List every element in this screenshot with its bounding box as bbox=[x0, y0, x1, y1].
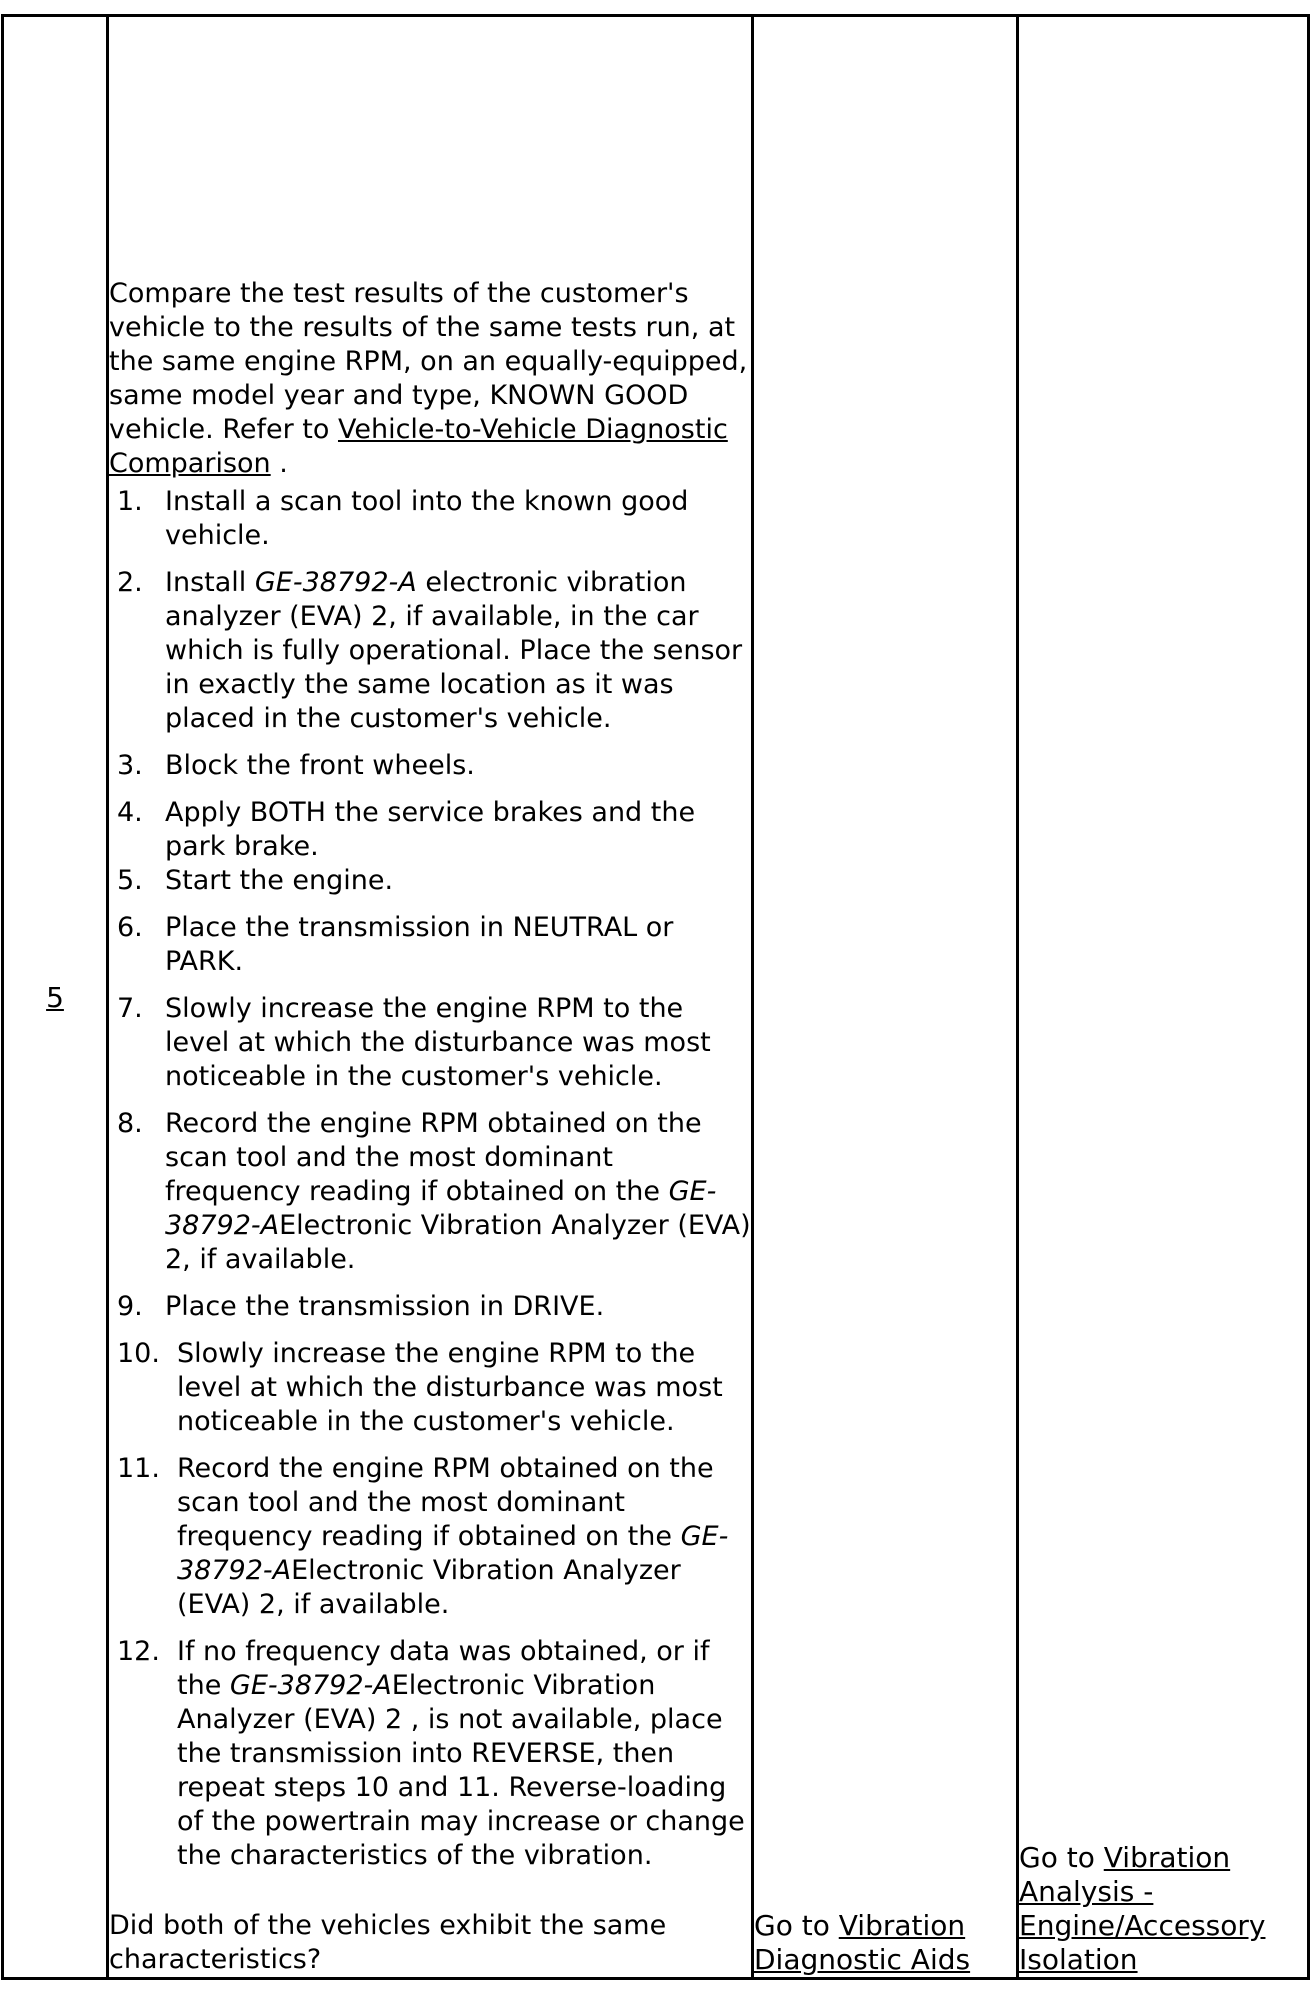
item-text: Block the front wheels. bbox=[165, 750, 475, 781]
tool-name: GE-38792-A bbox=[177, 1521, 729, 1586]
vehicle-comparison-link[interactable]: Vehicle-to-Vehicle Diagnostic Comparison bbox=[109, 414, 728, 479]
item-number: 4. bbox=[117, 797, 143, 828]
yes-cell bbox=[753, 16, 1018, 1979]
no-cell bbox=[1018, 16, 1309, 1979]
list-item bbox=[109, 911, 751, 979]
list-item bbox=[109, 566, 751, 736]
item-text: Apply BOTH the service brakes and the park brake. bbox=[165, 797, 696, 862]
item-number: 2. bbox=[117, 567, 143, 598]
item-text: Slowly increase the engine RPM to the level at which the disturbance was most noticeable in the customer's vehicle. bbox=[165, 993, 711, 1092]
item-text: Electronic Vibration Analyzer (EVA) 2, if available. bbox=[165, 1210, 751, 1275]
item-text: Electronic Vibration Analyzer (EVA) 2 , is not available, place the transmission into REVERSE, then repeat steps 10 and 11. Reverse-loading of the powertrain may increase or change the characteristics of the vibration. bbox=[177, 1670, 745, 1871]
item-number: 5. bbox=[117, 865, 143, 896]
list-item bbox=[109, 796, 751, 864]
vibration-diagnostic-aids-link[interactable]: Vibration Diagnostic Aids bbox=[754, 1909, 971, 1976]
tool-name: GE-38792-A bbox=[165, 1176, 717, 1241]
step-number-link[interactable]: 5 bbox=[46, 980, 64, 1014]
item-number: 12. bbox=[117, 1636, 160, 1667]
list-item bbox=[109, 992, 751, 1094]
item-text: Install a scan tool into the known good vehicle. bbox=[165, 486, 689, 551]
list-item bbox=[109, 1290, 751, 1324]
item-text: electronic vibration analyzer (EVA) 2, if available, in the car which is fully operational. Place the sensor in exactly the same location as it was placed in the customer's vehicle. bbox=[165, 567, 743, 734]
item-text: Place the transmission in NEUTRAL or PARK. bbox=[165, 912, 674, 977]
item-text: Install bbox=[165, 567, 247, 598]
engine-accessory-isolation-link[interactable]: Vibration Analysis - Engine/Accessory Isolation bbox=[1019, 1841, 1266, 1976]
item-text: If no frequency data was obtained, or if the bbox=[177, 1636, 710, 1701]
item-text: Record the engine RPM obtained on the scan tool and the most dominant frequency reading if obtained on the bbox=[177, 1453, 714, 1552]
list-item bbox=[109, 1635, 751, 1873]
procedure-list bbox=[109, 485, 751, 1873]
item-text: Electronic Vibration Analyzer (EVA) 2, if available. bbox=[177, 1555, 681, 1620]
item-text: Slowly increase the engine RPM to the level at which the disturbance was most noticeable in the customer's vehicle. bbox=[177, 1338, 723, 1437]
table-row bbox=[3, 16, 1309, 1979]
no-prefix: Go to bbox=[1019, 1841, 1095, 1874]
diagnostic-step-table bbox=[1, 14, 1310, 1980]
intro-text: Compare the test results of the customer's vehicle to the results of the same tests run, at the same engine RPM, on an equally-equipped, same model year and type, KNOWN GOOD vehicle. Refer to bbox=[109, 278, 748, 445]
item-text: Start the engine. bbox=[165, 865, 394, 896]
item-number: 1. bbox=[117, 486, 143, 517]
yes-prefix: Go to bbox=[754, 1909, 830, 1942]
item-number: 9. bbox=[117, 1291, 143, 1322]
list-item bbox=[109, 864, 751, 898]
item-number: 3. bbox=[117, 750, 143, 781]
list-item bbox=[109, 1107, 751, 1277]
list-item bbox=[109, 1337, 751, 1439]
tool-name: GE-38792-A bbox=[254, 567, 417, 598]
question-text: Did both of the vehicles exhibit the same characteristics? bbox=[109, 1910, 667, 1975]
item-text: Record the engine RPM obtained on the scan tool and the most dominant frequency reading if obtained on the bbox=[165, 1108, 702, 1207]
intro-paragraph bbox=[109, 277, 751, 481]
list-item bbox=[109, 485, 751, 553]
item-number: 11. bbox=[117, 1453, 160, 1484]
item-number: 7. bbox=[117, 993, 143, 1024]
intro-end: . bbox=[279, 448, 288, 479]
step-cell bbox=[3, 16, 108, 1979]
item-number: 6. bbox=[117, 912, 143, 943]
item-number: 10. bbox=[117, 1338, 160, 1369]
tool-name: GE-38792-A bbox=[229, 1670, 392, 1701]
action-cell bbox=[108, 16, 753, 1979]
item-number: 8. bbox=[117, 1108, 143, 1139]
list-item bbox=[109, 749, 751, 783]
list-item bbox=[109, 1452, 751, 1622]
item-text: Place the transmission in DRIVE. bbox=[165, 1291, 605, 1322]
